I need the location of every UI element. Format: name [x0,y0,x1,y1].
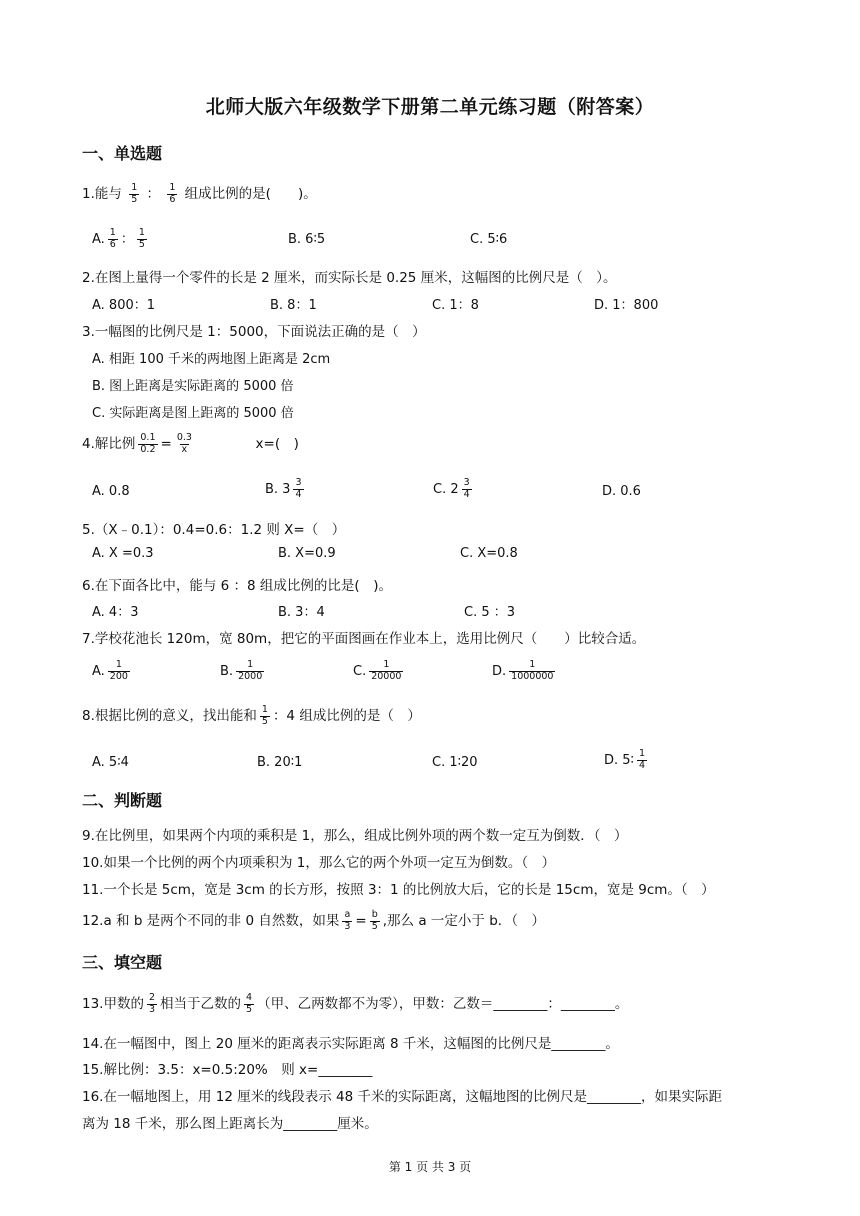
fraction: $\frac{2}{3}$ [148,991,156,1015]
option-d: D. 0.6 [602,484,641,499]
question-5: 5.（X﹣0.1）：0.4=0.6：1.2 则 X=（ ） [82,522,346,538]
option-c: C. $\frac{1}{20000}$ [353,659,402,682]
question-11: 11.一个长是 5cm，宽是 3cm 的长方形，按照 3：1 的比例放大后，它的长是 15cm，宽是 9cm。（ ） [82,882,715,898]
question-9: 9.在比例里，如果两个内项的乘积是 1，那么，组成比例外项的两个数一定互为倒数．（ ） [82,828,628,844]
option-a: A. 4：3 [92,605,139,620]
option-c: C. 1：8 [432,298,479,313]
question-3: 3.一幅图的比例尺是 1：5000，下面说法正确的是（ ） [82,324,426,340]
option-c: C. 实际距离是图上距离的 5000 倍 [92,406,294,421]
option-c: C. 5∶6 [470,232,508,247]
option-b: B. 3：4 [278,605,325,620]
page-footer: 第 1 页 共 3 页 [388,1160,472,1174]
question-4: 4.解比例 $\frac{0.1}{0.2}$ = $\frac{0.3}{x}$ x=( ) [82,431,299,455]
question-1-suffix: 组成比例的是( )。 [184,186,317,202]
fraction: $\frac{a}{3}$ [344,908,351,932]
question-8: 8.根据比例的意义，找出能和 $\frac{1}{5}$ ：4 组成比例的是（ ） [82,703,421,727]
question-15: 15.解比例：3.5：x=0.5:20% 则 x=________ [82,1062,373,1078]
fraction: $\frac{b}{5}$ [371,908,378,932]
fraction: $\frac{0.1}{0.2}$ [140,431,156,455]
option-b: B. 图上距离是实际距离的 5000 倍 [92,379,294,394]
question-2: 2.在图上量得一个零件的长是 2 厘米，而实际长是 0.25 厘米，这幅图的比例尺是（ ）。 [82,270,617,286]
option-b: B. 3 $\frac{3}{4}$ [265,477,302,500]
section-heading-true-false: 二、判断题 [82,791,163,810]
document-title: 北师大版六年级数学下册第二单元练习题（附答案） [205,96,655,118]
option-d: D. 1：800 [594,298,659,313]
fraction: $\frac{1}{6}$ [169,181,176,205]
option-b: B. 6∶5 [288,232,326,247]
question-14: 14.在一幅图中，图上 20 厘米的距离表示实际距离 8 千米，这幅图的比例尺是________。 [82,1036,619,1052]
option-b: B. 8：1 [270,298,317,313]
option-c: C. 2 $\frac{3}{4}$ [433,477,470,500]
question-16-line-2: 离为 18 千米，那么图上距离长为________厘米。 [82,1116,378,1132]
option-a: A. 5∶4 [92,755,129,770]
option-a: A. 800：1 [92,298,156,313]
question-1-prefix: 1.能与 [82,186,122,202]
option-d: D. 5∶ $\frac{1}{4}$ [604,748,645,771]
option-d: D. $\frac{1}{1000000}$ [492,659,554,682]
option-a: A. $\frac{1}{200}$ [92,659,128,682]
question-7: 7.学校花池长 120m，宽 80m，把它的平面图画在作业本上，选用比例尺（ ）比较合适。 [82,631,646,647]
section-heading-fill-in: 三、填空题 [82,953,163,972]
question-1: 1.能与 $\frac{1}{5}$ ： $\frac{1}{6}$ 组成比例的是( )。 [82,181,317,205]
option-b: B. 20∶1 [257,755,303,770]
section-heading-single-choice: 一、单选题 [82,144,163,163]
question-6: 6.在下面各比中，能与 6 ：8 组成比例的比是( )。 [82,578,392,594]
question-10: 10.如果一个比例的两个内项乘积为 1，那么它的两个外项一定互为倒数。（ ） [82,855,556,871]
option-c: C. 1∶20 [432,755,478,770]
fraction: $\frac{0.3}{x}$ [176,431,192,455]
option-a: A. 0.8 [92,484,130,499]
fraction: $\frac{1}{5}$ [131,181,138,205]
option-a: A. X =0.3 [92,546,154,561]
question-12: 12.a 和 b 是两个不同的非 0 自然数，如果 $\frac{a}{3}$ = $\frac{b}{5}$ ,那么 a 一定小于 b．（ ） [82,908,546,932]
option-c: C. 5 ：3 [464,605,516,620]
option-a: A. $\frac{1}{6}$ ： $\frac{1}{5}$ [92,227,145,250]
option-c: C. X=0.8 [460,546,518,561]
option-a: A. 相距 100 千米的两地图上距离是 2cm [92,352,331,367]
option-b: B. X=0.9 [278,546,336,561]
fraction: $\frac{1}{5}$ [261,703,268,727]
option-b: B. $\frac{1}{2000}$ [220,659,263,682]
question-16-line-1: 16.在一幅地图上，用 12 厘米的线段表示 48 千米的实际距离，这幅地图的比例尺是________，如果实际距 [82,1089,722,1105]
fraction: $\frac{4}{5}$ [246,991,253,1015]
question-13: 13.甲数的 $\frac{2}{3}$ 相当于乙数的 $\frac{4}{5}$ （甲、乙两数都不为零），甲数：乙数＝________：________。 [82,991,629,1015]
